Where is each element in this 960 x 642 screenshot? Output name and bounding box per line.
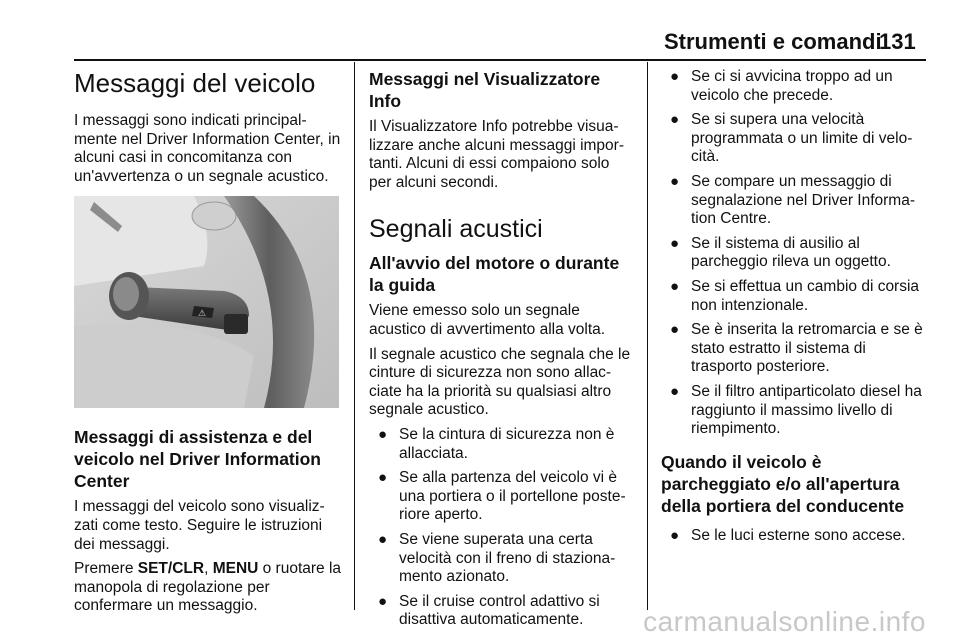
steering-column-lever-photo	[74, 196, 339, 408]
info-display-heading: Messaggi nel Visualizzatore Info	[369, 69, 601, 111]
list-item: ● Se compare un messaggio di segnalazione nel Driver Informa- tion Centre.	[670, 172, 915, 228]
parked-bullets	[661, 527, 929, 546]
acoustic-signals-title: Segnali acustici	[369, 215, 543, 244]
list-item: ● Se ci si avvicina troppo ad un veicolo che precede.	[670, 68, 893, 104]
list-item: ● Se il cruise control adattivo si disattiva automaticamente.	[378, 592, 600, 629]
assistance-heading: Messaggi di assistenza e del veicolo nel Driver Information Center	[74, 427, 321, 492]
parked-heading: Quando il veicolo è parcheggiato e/o all'apertura della portiera del conducente	[661, 451, 905, 516]
list-item: ● Se viene superata una certa velocità con il freno di staziona- mento azionato.	[378, 530, 616, 586]
list-item: ● Se si effettua un cambio di corsia non intenzionale.	[670, 277, 920, 314]
watermark: carmanualsonline.info	[643, 606, 926, 637]
column-2	[369, 62, 631, 636]
list-item: ● Se il sistema di ausilio al parcheggio rileva un oggetto.	[670, 234, 891, 271]
svg-text:⚠: ⚠	[198, 308, 207, 319]
acoustic-bullets	[369, 426, 631, 630]
list-item: ● Se la cintura di sicurezza non è allacciata.	[378, 425, 615, 462]
assistance-paragraph-2: Premere SET/CLR, MENU o ruotare la manopola di regolazione per confermare un messaggio.	[74, 560, 342, 615]
intro-paragraph: I messaggi sono indicati principal- mente nel Driver Information Center, in alcuni casi in concomitanza con un'avvertenza o un segnale acustico.	[74, 112, 341, 185]
header-title: Strumenti e comandi	[664, 29, 882, 54]
one-signal-paragraph: Viene emesso solo un segnale acustico di avvertimento alla volta.	[369, 302, 606, 338]
section-title: Messaggi del veicolo	[74, 68, 316, 98]
list-item: ● Se il filtro antiparticolato diesel ha raggiunto il massimo livello di riempimento.	[670, 382, 922, 438]
list-item: ● Se le luci esterne sono accese.	[670, 526, 906, 544]
page-number: 131	[879, 29, 916, 54]
info-display-paragraph: Il Visualizzatore Info potrebbe visua- lizzare anche alcuni messaggi impor- tanti. Alcuni di essi compaiono solo per alcuni secondi.	[369, 118, 625, 191]
seatbelt-priority-paragraph: Il segnale acustico che segnala che le cinture di sicurezza non sono allac- ciate ha la priorità su qualsiasi altro segnale acustico.	[369, 345, 631, 419]
acoustic-bullets-continued	[661, 68, 929, 439]
column-3	[661, 62, 929, 551]
column-divider-right	[647, 62, 648, 610]
column-divider-left	[354, 62, 355, 610]
header-rule	[74, 59, 926, 61]
assistance-paragraph-1: I messaggi del veicolo sono visualiz- zati come testo. Seguire le istruzioni dei messaggi.	[74, 498, 325, 553]
list-item: ● Se si supera una velocità programmata o un limite di velo- cità.	[670, 111, 913, 166]
menu-label: MENU	[212, 560, 259, 578]
list-item: ● Se è inserita la retromarcia e se è stato estratto il sistema di trasporto posteriore.	[670, 321, 923, 376]
engine-start-heading: All'avvio del motore o durante la guida	[369, 253, 620, 296]
list-item: ● Se alla partenza del veicolo vi è una portiera o il portellone poste- riore aperto.	[378, 469, 626, 524]
column-1	[74, 62, 342, 622]
set-clr-label: SET/CLR	[137, 560, 205, 578]
